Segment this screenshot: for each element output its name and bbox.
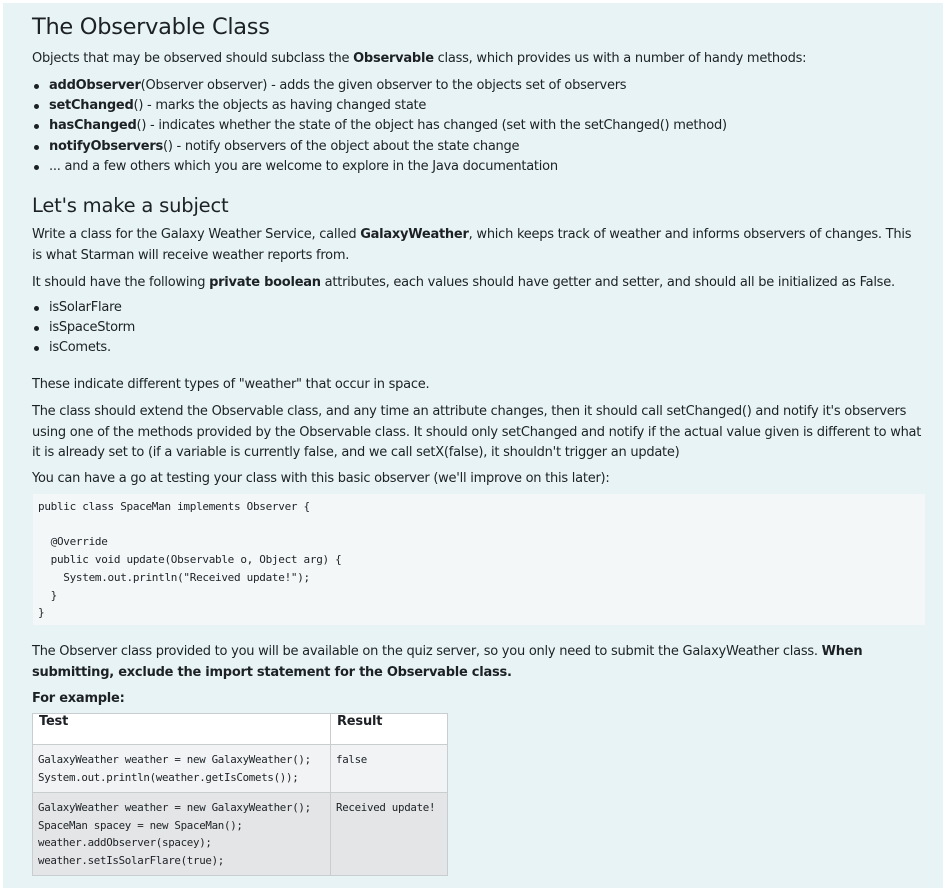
list-item: notifyObservers() - notify observers of the object about the state change: [32, 137, 925, 157]
subject-paragraph-4: The class should extend the Observable class, and any time an attribute changes, then it should call setChanged() and notify it's observers using one of the methods provided by the Observable class. It should only setChanged and notify if the actual value given is different to what it is already set to (if a variable is currently false, and we call setX(false), it shouldn't trigger an update): [32, 404, 922, 460]
code-block: [33, 494, 925, 625]
section-title: The Observable Class: [32, 14, 270, 40]
table-row: [33, 793, 448, 876]
header-test: Test: [33, 714, 331, 745]
table-row: [33, 745, 448, 793]
question-panel: [3, 3, 943, 888]
result-cell: Received update!: [331, 793, 448, 876]
subject-paragraph-6: The Observer class provided to you will be available on the quiz server, so you only need to submit the GalaxyWeather class. When submitting, exclude the import statement for the Observable class.: [32, 644, 863, 680]
example-table: [32, 713, 448, 876]
list-item: addObserver(Observer observer) - adds the given observer to the objects set of observers: [32, 76, 925, 96]
header-result: Result: [331, 714, 448, 745]
subject-paragraph-3: These indicate different types of "weather" that occur in space.: [32, 377, 430, 392]
attributes-list: [32, 298, 925, 359]
subject-paragraph-2: It should have the following private boolean attributes, each values should have getter and setter, and should all be initialized as False.: [32, 275, 895, 290]
table-header-row: [33, 714, 448, 745]
example-label: For example:: [32, 691, 125, 706]
subject-paragraph-1: Write a class for the Galaxy Weather Service, called GalaxyWeather, which keeps track of weather and informs observers of changes. This is what Starman will receive weather reports from.: [32, 227, 912, 263]
list-item: isSpaceStorm: [32, 318, 925, 338]
test-cell: GalaxyWeather weather = new GalaxyWeather(); SpaceMan spacey = new SpaceMan(); weather.addObserver(spacey); weather.setIsSolarFlare(true);: [33, 793, 331, 876]
code-text: public class SpaceMan implements Observer { @Override public void update(Observable o, Object arg) { System.out.println("Received update!"); } }: [38, 500, 342, 620]
result-cell: false: [331, 745, 448, 793]
list-item: isSolarFlare: [32, 298, 925, 318]
methods-list: [32, 76, 925, 177]
test-cell: GalaxyWeather weather = new GalaxyWeather(); System.out.println(weather.getIsComets());: [33, 745, 331, 793]
intro-paragraph: Objects that may be observed should subclass the Observable class, which provides us with a number of handy methods:: [32, 51, 807, 66]
list-item: ... and a few others which you are welcome to explore in the Java documentation: [32, 157, 925, 177]
list-item: isComets.: [32, 338, 925, 358]
subject-title: Let's make a subject: [32, 194, 229, 217]
list-item: setChanged() - marks the objects as having changed state: [32, 96, 925, 116]
subject-paragraph-5: You can have a go at testing your class with this basic observer (we'll improve on this later):: [32, 471, 610, 486]
list-item: hasChanged() - indicates whether the state of the object has changed (set with the setChanged() method): [32, 116, 925, 136]
